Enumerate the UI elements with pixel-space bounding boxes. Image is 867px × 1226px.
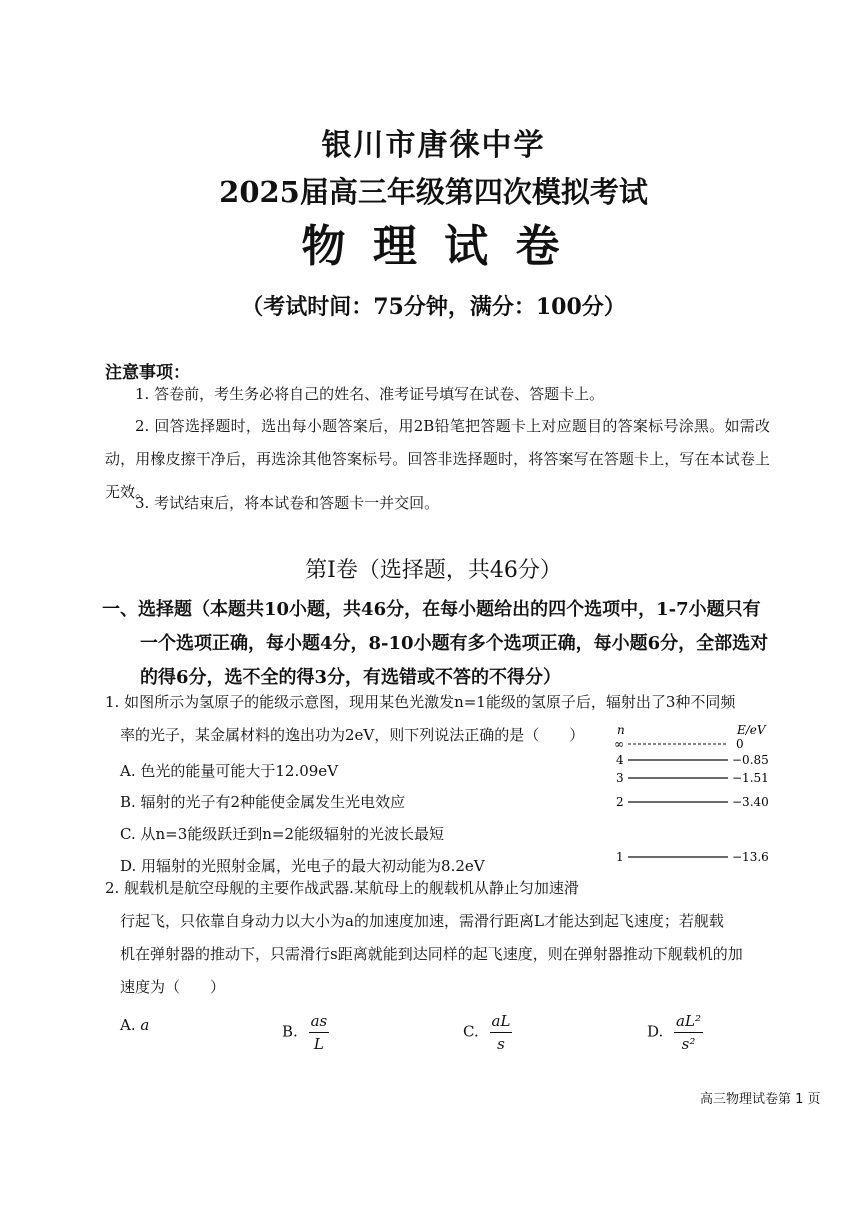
notice-item-2: 2. 回答选择题时，选出每小题答案后，用2B铅笔把答题卡上对应题目的答案标号涂黑。如需改动，用橡皮擦干净后，再选涂其他答案标号。回答非选择题时，将答案写在答题卡上，写在本试卷上无效。	[105, 417, 770, 501]
q2-answer-d-fraction	[674, 1010, 703, 1055]
section-line-2: 一个选项正确，每小题4分，8-10小题有多个选项正确，每小题6分，全部选对	[140, 633, 769, 654]
q1-option-a: A. 色光的能量可能大于12.09eV	[120, 762, 339, 780]
q2-answer-d-den: s²	[681, 1035, 696, 1053]
level-e-1: −13.6	[732, 850, 769, 864]
q2-answer-b-fraction	[309, 1010, 330, 1055]
q2-answer-c-num: aL	[490, 1010, 513, 1033]
q1-stem-line2: 率的光子，某金属材料的逸出功为2eV，则下列说法正确的是（ ）	[120, 726, 585, 744]
q2-line-1: 2. 舰载机是航空母舰的主要作战武器.某航母上的舰载机从静止匀加速滑	[105, 879, 579, 897]
notice-item-1: 1. 答卷前，考生务必将自己的姓名、准考证号填写在试卷、答题卡上。	[135, 385, 605, 403]
energy-level-diagram	[612, 720, 772, 870]
q2-answer-b	[282, 1010, 329, 1055]
q2-answer-a-value: a	[140, 1016, 150, 1034]
level-n-1: 1	[616, 850, 624, 864]
level-n-inf: ∞	[614, 737, 624, 751]
q2-answer-c-label: C.	[463, 1022, 479, 1041]
section-instructions	[102, 593, 772, 695]
level-n-4: 4	[616, 753, 624, 767]
q2-answer-d	[647, 1010, 703, 1055]
exam-title: 2025届高三年级第四次模拟考试	[219, 175, 648, 209]
school-name: 银川市唐徕中学	[321, 128, 546, 163]
level-e-2: −3.40	[732, 795, 769, 809]
q2-stem	[105, 872, 770, 1004]
section-line-3: 的得6分，选不全的得3分，有选错或不答的不得分）	[140, 667, 562, 688]
subject-title: 物 理 试 卷	[301, 221, 566, 272]
q2-line-2: 行起飞，只依靠自身动力以大小为a的加速度加速，需滑行距离L才能达到起飞速度；若舰载	[120, 912, 724, 930]
part1-title: 第Ⅰ卷（选择题，共46分）	[305, 558, 562, 583]
q1-option-c: C. 从n=3能级跃迁到n=2能级辐射的光波长最短	[120, 825, 445, 843]
q2-answer-b-den: L	[313, 1035, 324, 1053]
notice-title: 注意事项：	[105, 363, 190, 383]
q2-line-3: 机在弹射器的推动下，只需滑行s距离就能到达同样的起飞速度，则在弹射器推动下舰载机的加	[120, 945, 743, 963]
q2-line-4: 速度为（ ）	[120, 978, 226, 996]
q1-option-d: D. 用辐射的光照射金属，光电子的最大初动能为8.2eV	[120, 857, 485, 875]
section-line-1: 一、选择题（本题共10小题，共46分，在每小题给出的四个选项中，1-7小题只有	[102, 599, 761, 620]
q2-answer-d-label: D.	[647, 1022, 664, 1041]
notice-item-3: 3. 考试结束后，将本试卷和答题卡一并交回。	[135, 494, 440, 512]
q2-answer-d-num: aL²	[674, 1010, 703, 1033]
level-e-3: −1.51	[732, 771, 769, 785]
q2-answer-b-num: as	[309, 1010, 330, 1033]
q1-option-b: B. 辐射的光子有2种能使金属发生光电效应	[120, 793, 406, 811]
q1-stem-line1: 1. 如图所示为氢原子的能级示意图，现用某色光激发n=1能级的氢原子后，辐射出了3种不同频	[105, 693, 736, 711]
q2-answer-c-den: s	[497, 1035, 505, 1053]
diagram-e-label: E/eV	[737, 723, 766, 737]
level-e-inf: 0	[736, 737, 744, 751]
q2-answer-b-label: B.	[282, 1022, 298, 1041]
q2-answer-a	[120, 1016, 149, 1034]
q2-answer-a-label: A.	[120, 1016, 136, 1034]
level-e-4: −0.85	[732, 753, 769, 767]
exam-time-info: （考试时间：75分钟，满分：100分）	[241, 294, 626, 320]
q2-answer-c	[463, 1010, 512, 1055]
level-n-2: 2	[616, 795, 624, 809]
page-footer: 高三物理试卷第 1 页	[700, 1092, 821, 1107]
diagram-n-label: n	[617, 723, 625, 737]
level-n-3: 3	[616, 771, 624, 785]
q2-answer-c-fraction	[490, 1010, 513, 1055]
